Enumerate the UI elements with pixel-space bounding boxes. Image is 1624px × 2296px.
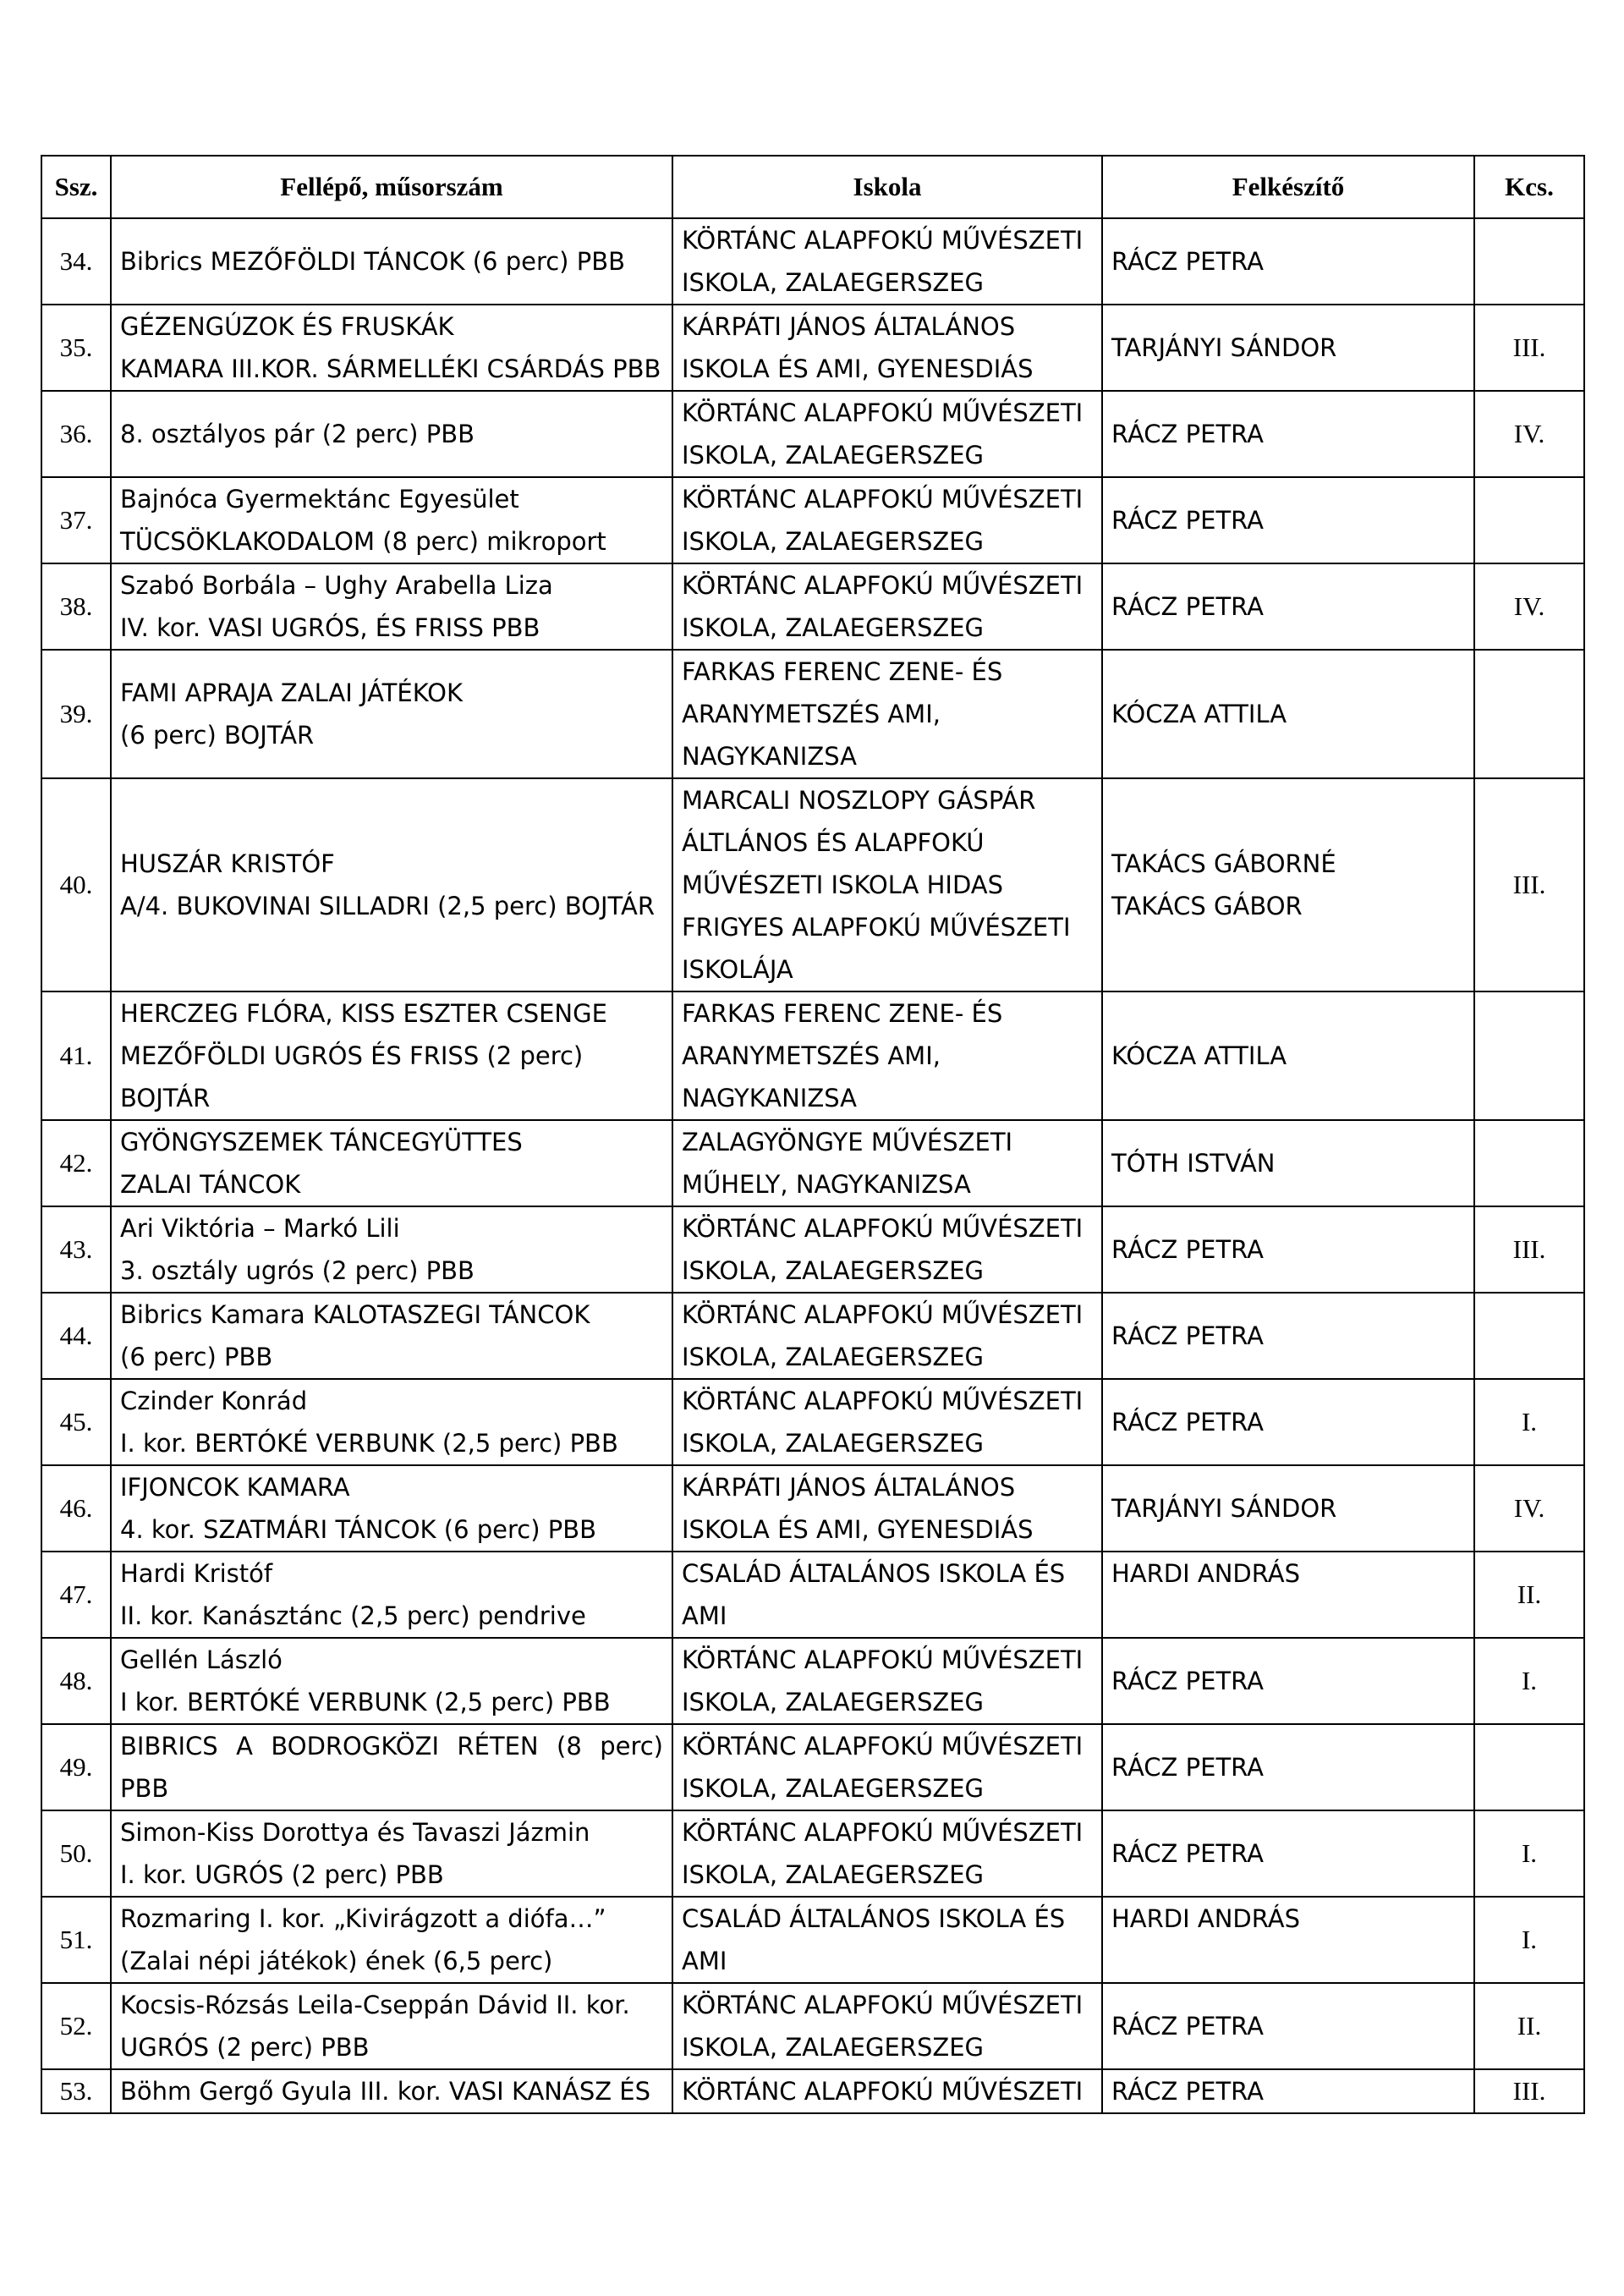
cell-iskola-line: KÁRPÁTI JÁNOS ÁLTALÁNOS (682, 312, 1016, 341)
cell-iskola-line: ISKOLA, ZALAEGERSZEG (682, 1429, 985, 1458)
cell-fellepo-line: HUSZÁR KRISTÓF (120, 849, 335, 878)
cell-felkeszito (1102, 2069, 1474, 2113)
cell-felkeszito-line: RÁCZ PETRA (1111, 247, 1264, 276)
table-row (41, 991, 1584, 1120)
cell-felkeszito (1102, 1206, 1474, 1293)
cell-kcs: II. (1474, 1983, 1584, 2069)
table-row (41, 1810, 1584, 1897)
cell-ssz: 42. (41, 1120, 111, 1206)
cell-kcs (1474, 1293, 1584, 1379)
table-row (41, 218, 1584, 305)
cell-fellepo-line: MEZŐFÖLDI UGRÓS ÉS FRISS (2 perc) (120, 1041, 584, 1070)
cell-iskola-line: KÖRTÁNC ALAPFOKÚ MŰVÉSZETI (682, 1300, 1084, 1329)
cell-felkeszito (1102, 1379, 1474, 1465)
cell-felkeszito-line: KÓCZA ATTILA (1111, 1041, 1287, 1070)
cell-felkeszito (1102, 1810, 1474, 1897)
cell-fellepo-line: Bajnóca Gyermektánc Egyesület (120, 485, 519, 514)
cell-felkeszito (1102, 1552, 1474, 1638)
cell-iskola-line: ÁLTLÁNOS ÉS ALAPFOKÚ (682, 828, 985, 857)
cell-iskola-line: KÖRTÁNC ALAPFOKÚ MŰVÉSZETI (682, 398, 1084, 427)
table-row (41, 2069, 1584, 2113)
cell-felkeszito-line: RÁCZ PETRA (1111, 1839, 1264, 1868)
cell-iskola (672, 991, 1102, 1120)
cell-iskola (672, 477, 1102, 563)
cell-iskola (672, 1379, 1102, 1465)
cell-fellepo-line: Rozmaring I. kor. „Kivirágzott a diófa…” (120, 1904, 606, 1933)
cell-iskola-line: KÖRTÁNC ALAPFOKÚ MŰVÉSZETI (682, 571, 1084, 600)
cell-felkeszito (1102, 1120, 1474, 1206)
table-row (41, 477, 1584, 563)
cell-iskola (672, 1552, 1102, 1638)
header-ssz: Ssz. (41, 156, 111, 218)
cell-fellepo (111, 991, 672, 1120)
cell-ssz: 41. (41, 991, 111, 1120)
cell-iskola-line: ZALAGYÖNGYE MŰVÉSZETI (682, 1128, 1013, 1156)
cell-fellepo (111, 2069, 672, 2113)
cell-fellepo-line: UGRÓS (2 perc) PBB (120, 2033, 370, 2062)
cell-ssz: 53. (41, 2069, 111, 2113)
cell-iskola-line: ISKOLA, ZALAEGERSZEG (682, 613, 985, 642)
cell-fellepo-line: BIBRICS A BODROGKÖZI RÉTEN (8 perc) PBB (120, 1732, 663, 1803)
cell-iskola-line: CSALÁD ÁLTALÁNOS ISKOLA ÉS (682, 1904, 1066, 1933)
cell-iskola (672, 650, 1102, 778)
cell-ssz: 52. (41, 1983, 111, 2069)
cell-iskola-line: NAGYKANIZSA (682, 742, 858, 771)
cell-fellepo (111, 391, 672, 477)
cell-fellepo-line: KAMARA III.KOR. SÁRMELLÉKI CSÁRDÁS PBB (120, 354, 661, 383)
cell-iskola (672, 391, 1102, 477)
cell-felkeszito (1102, 1897, 1474, 1983)
cell-kcs: I. (1474, 1897, 1584, 1983)
cell-fellepo (111, 1379, 672, 1465)
cell-iskola-line: ARANYMETSZÉS AMI, (682, 700, 941, 728)
cell-felkeszito-line: RÁCZ PETRA (1111, 1408, 1264, 1436)
table-row (41, 1983, 1584, 2069)
cell-fellepo-line: FAMI APRAJA ZALAI JÁTÉKOK (120, 678, 463, 707)
cell-ssz: 43. (41, 1206, 111, 1293)
cell-felkeszito-line: RÁCZ PETRA (1111, 1235, 1264, 1264)
cell-fellepo (111, 1983, 672, 2069)
cell-fellepo (111, 1897, 672, 1983)
cell-kcs: IV. (1474, 563, 1584, 650)
cell-iskola (672, 1638, 1102, 1724)
cell-fellepo (111, 1552, 672, 1638)
cell-fellepo (111, 778, 672, 991)
table-row (41, 305, 1584, 391)
cell-iskola-line: ISKOLA, ZALAEGERSZEG (682, 268, 985, 297)
performers-table (41, 155, 1585, 2114)
cell-iskola (672, 1810, 1102, 1897)
cell-iskola (672, 305, 1102, 391)
cell-fellepo (111, 1638, 672, 1724)
cell-felkeszito (1102, 1465, 1474, 1552)
cell-kcs: IV. (1474, 391, 1584, 477)
cell-felkeszito (1102, 1638, 1474, 1724)
cell-fellepo-line: GÉZENGÚZOK ÉS FRUSKÁK (120, 312, 454, 341)
table-row (41, 1638, 1584, 1724)
cell-kcs: II. (1474, 1552, 1584, 1638)
cell-felkeszito (1102, 1983, 1474, 2069)
cell-felkeszito-line: RÁCZ PETRA (1111, 506, 1264, 535)
cell-felkeszito-line: HARDI ANDRÁS (1111, 1904, 1300, 1933)
cell-felkeszito (1102, 1293, 1474, 1379)
cell-fellepo-line: I kor. BERTÓKÉ VERBUNK (2,5 perc) PBB (120, 1688, 611, 1717)
cell-fellepo-line: TÜCSÖKLAKODALOM (8 perc) mikroport (120, 527, 606, 556)
cell-ssz: 46. (41, 1465, 111, 1552)
header-iskola: Iskola (672, 156, 1102, 218)
cell-kcs: III. (1474, 778, 1584, 991)
cell-felkeszito (1102, 305, 1474, 391)
cell-fellepo-line: Gellén László (120, 1645, 283, 1674)
cell-felkeszito (1102, 563, 1474, 650)
cell-kcs: I. (1474, 1379, 1584, 1465)
cell-iskola-line: KÖRTÁNC ALAPFOKÚ MŰVÉSZETI (682, 485, 1084, 514)
cell-ssz: 37. (41, 477, 111, 563)
cell-fellepo-line: IFJONCOK KAMARA (120, 1473, 350, 1502)
cell-kcs: I. (1474, 1638, 1584, 1724)
table-row (41, 391, 1584, 477)
cell-fellepo (111, 1120, 672, 1206)
cell-felkeszito (1102, 778, 1474, 991)
cell-iskola (672, 1465, 1102, 1552)
cell-iskola-line: KÖRTÁNC ALAPFOKÚ MŰVÉSZETI (682, 1645, 1084, 1674)
cell-ssz: 45. (41, 1379, 111, 1465)
cell-ssz: 34. (41, 218, 111, 305)
cell-felkeszito (1102, 991, 1474, 1120)
table-row (41, 650, 1584, 778)
cell-felkeszito-line: RÁCZ PETRA (1111, 420, 1264, 448)
cell-felkeszito-line: TARJÁNYI SÁNDOR (1111, 1494, 1337, 1523)
cell-felkeszito-line: TAKÁCS GÁBOR (1111, 892, 1303, 920)
cell-fellepo (111, 218, 672, 305)
cell-kcs: I. (1474, 1810, 1584, 1897)
cell-kcs: III. (1474, 1206, 1584, 1293)
cell-fellepo (111, 1465, 672, 1552)
cell-fellepo-line: A/4. BUKOVINAI SILLADRI (2,5 perc) BOJTÁR (120, 892, 655, 920)
table-row (41, 1552, 1584, 1638)
cell-iskola-line: ARANYMETSZÉS AMI, (682, 1041, 941, 1070)
cell-felkeszito (1102, 391, 1474, 477)
cell-iskola-line: ISKOLA, ZALAEGERSZEG (682, 1774, 985, 1803)
table-row (41, 1293, 1584, 1379)
cell-felkeszito-line: RÁCZ PETRA (1111, 2077, 1264, 2106)
cell-fellepo (111, 305, 672, 391)
cell-felkeszito-line: RÁCZ PETRA (1111, 2012, 1264, 2041)
cell-iskola-line: MARCALI NOSZLOPY GÁSPÁR (682, 786, 1036, 815)
cell-fellepo-line: HERCZEG FLÓRA, KISS ESZTER CSENGE (120, 999, 607, 1028)
cell-fellepo (111, 563, 672, 650)
cell-fellepo-line: Ari Viktória – Markó Lili (120, 1214, 400, 1243)
table-row (41, 1465, 1584, 1552)
cell-felkeszito (1102, 477, 1474, 563)
cell-ssz: 51. (41, 1897, 111, 1983)
cell-kcs: III. (1474, 305, 1584, 391)
document-page (41, 155, 1583, 2114)
cell-iskola-line: KÖRTÁNC ALAPFOKÚ MŰVÉSZETI (682, 1818, 1084, 1847)
cell-ssz: 35. (41, 305, 111, 391)
cell-iskola-line: MŰVÉSZETI ISKOLA HIDAS (682, 871, 1004, 899)
cell-iskola (672, 1206, 1102, 1293)
cell-fellepo (111, 1724, 672, 1810)
cell-fellepo-line: Böhm Gergő Gyula III. kor. VASI KANÁSZ ÉS (120, 2077, 651, 2106)
cell-iskola-line: ISKOLA, ZALAEGERSZEG (682, 1343, 985, 1371)
cell-felkeszito-line: TÓTH ISTVÁN (1111, 1149, 1276, 1178)
table-row (41, 778, 1584, 991)
cell-kcs (1474, 477, 1584, 563)
cell-fellepo-line: I. kor. BERTÓKÉ VERBUNK (2,5 perc) PBB (120, 1429, 618, 1458)
cell-felkeszito-line: RÁCZ PETRA (1111, 1753, 1264, 1782)
cell-fellepo-line: 3. osztály ugrós (2 perc) PBB (120, 1256, 475, 1285)
cell-iskola-line: KÖRTÁNC ALAPFOKÚ MŰVÉSZETI (682, 1387, 1084, 1415)
cell-iskola-line: FRIGYES ALAPFOKÚ MŰVÉSZETI (682, 913, 1071, 942)
cell-fellepo-line: 8. osztályos pár (2 perc) PBB (120, 420, 475, 448)
cell-fellepo-line: (6 perc) BOJTÁR (120, 721, 315, 750)
cell-iskola-line: CSALÁD ÁLTALÁNOS ISKOLA ÉS (682, 1559, 1066, 1588)
cell-iskola-line: KÁRPÁTI JÁNOS ÁLTALÁNOS (682, 1473, 1016, 1502)
cell-fellepo-line: Hardi Kristóf (120, 1559, 273, 1588)
table-row (41, 1120, 1584, 1206)
cell-iskola-line: KÖRTÁNC ALAPFOKÚ MŰVÉSZETI (682, 1214, 1084, 1243)
cell-iskola-line: ISKOLA, ZALAEGERSZEG (682, 1256, 985, 1285)
cell-kcs: IV. (1474, 1465, 1584, 1552)
cell-felkeszito (1102, 1724, 1474, 1810)
cell-fellepo-line: 4. kor. SZATMÁRI TÁNCOK (6 perc) PBB (120, 1515, 597, 1544)
cell-kcs (1474, 1724, 1584, 1810)
cell-iskola-line: ISKOLA, ZALAEGERSZEG (682, 1688, 985, 1717)
cell-iskola-line: FARKAS FERENC ZENE- ÉS (682, 657, 1003, 686)
cell-kcs (1474, 1120, 1584, 1206)
cell-iskola-line: KÖRTÁNC ALAPFOKÚ MŰVÉSZETI (682, 1991, 1084, 2019)
cell-fellepo-line: II. kor. Kanásztánc (2,5 perc) pendrive (120, 1601, 586, 1630)
cell-ssz: 40. (41, 778, 111, 991)
cell-fellepo-line: Simon-Kiss Dorottya és Tavaszi Jázmin (120, 1818, 590, 1847)
cell-kcs (1474, 650, 1584, 778)
cell-iskola (672, 1293, 1102, 1379)
cell-iskola (672, 218, 1102, 305)
cell-felkeszito-line: TARJÁNYI SÁNDOR (1111, 333, 1337, 362)
cell-fellepo (111, 1810, 672, 1897)
cell-iskola-line: AMI (682, 1601, 727, 1630)
header-felkeszito: Felkészítő (1102, 156, 1474, 218)
cell-iskola-line: KÖRTÁNC ALAPFOKÚ MŰVÉSZETI (682, 1732, 1084, 1760)
cell-fellepo-line: (Zalai népi játékok) ének (6,5 perc) (120, 1947, 553, 1975)
cell-fellepo-line: BOJTÁR (120, 1084, 211, 1112)
cell-iskola-line: ISKOLÁJA (682, 955, 793, 984)
cell-ssz: 50. (41, 1810, 111, 1897)
cell-felkeszito-line: RÁCZ PETRA (1111, 1667, 1264, 1695)
cell-ssz: 36. (41, 391, 111, 477)
cell-fellepo-line: Bibrics Kamara KALOTASZEGI TÁNCOK (120, 1300, 590, 1329)
table-row (41, 563, 1584, 650)
cell-iskola-line: ISKOLA ÉS AMI, GYENESDIÁS (682, 354, 1034, 383)
cell-iskola-line: KÖRTÁNC ALAPFOKÚ MŰVÉSZETI (682, 2077, 1084, 2106)
table-body (41, 218, 1584, 2113)
cell-iskola-line: ISKOLA, ZALAEGERSZEG (682, 527, 985, 556)
cell-fellepo-line: Czinder Konrád (120, 1387, 308, 1415)
cell-ssz: 38. (41, 563, 111, 650)
cell-fellepo-line: ZALAI TÁNCOK (120, 1170, 301, 1199)
cell-fellepo-line: IV. kor. VASI UGRÓS, ÉS FRISS PBB (120, 613, 540, 642)
cell-fellepo-line: GYÖNGYSZEMEK TÁNCEGYÜTTES (120, 1128, 523, 1156)
cell-fellepo-line: Kocsis-Rózsás Leila-Cseppán Dávid II. kor. (120, 1991, 630, 2019)
cell-fellepo (111, 477, 672, 563)
cell-iskola-line: MŰHELY, NAGYKANIZSA (682, 1170, 971, 1199)
cell-ssz: 39. (41, 650, 111, 778)
cell-fellepo-line: I. kor. UGRÓS (2 perc) PBB (120, 1860, 444, 1889)
table-row (41, 1897, 1584, 1983)
cell-iskola-line: ISKOLA, ZALAEGERSZEG (682, 441, 985, 470)
cell-fellepo (111, 650, 672, 778)
cell-felkeszito-line: KÓCZA ATTILA (1111, 700, 1287, 728)
cell-iskola (672, 1120, 1102, 1206)
cell-iskola (672, 1897, 1102, 1983)
header-fellepo: Fellépő, műsorszám (111, 156, 672, 218)
cell-felkeszito-line: RÁCZ PETRA (1111, 1321, 1264, 1350)
cell-ssz: 49. (41, 1724, 111, 1810)
cell-ssz: 48. (41, 1638, 111, 1724)
cell-iskola (672, 1983, 1102, 2069)
cell-kcs (1474, 218, 1584, 305)
cell-iskola (672, 563, 1102, 650)
cell-fellepo-line: Bibrics MEZŐFÖLDI TÁNCOK (6 perc) PBB (120, 247, 625, 276)
cell-felkeszito-line: RÁCZ PETRA (1111, 592, 1264, 621)
cell-iskola (672, 2069, 1102, 2113)
cell-fellepo-line: Szabó Borbála – Ughy Arabella Liza (120, 571, 553, 600)
cell-felkeszito (1102, 218, 1474, 305)
cell-felkeszito (1102, 650, 1474, 778)
table-row (41, 1206, 1584, 1293)
cell-iskola-line: ISKOLA, ZALAEGERSZEG (682, 2033, 985, 2062)
table-header-row (41, 156, 1584, 218)
cell-kcs: III. (1474, 2069, 1584, 2113)
header-kcs: Kcs. (1474, 156, 1584, 218)
cell-iskola-line: AMI (682, 1947, 727, 1975)
table-row (41, 1379, 1584, 1465)
cell-iskola-line: ISKOLA, ZALAEGERSZEG (682, 1860, 985, 1889)
cell-fellepo-line: (6 perc) PBB (120, 1343, 273, 1371)
cell-iskola (672, 1724, 1102, 1810)
cell-ssz: 47. (41, 1552, 111, 1638)
cell-fellepo (111, 1206, 672, 1293)
cell-iskola-line: KÖRTÁNC ALAPFOKÚ MŰVÉSZETI (682, 226, 1084, 255)
cell-ssz: 44. (41, 1293, 111, 1379)
cell-kcs (1474, 991, 1584, 1120)
cell-fellepo (111, 1293, 672, 1379)
cell-iskola (672, 778, 1102, 991)
table-row (41, 1724, 1584, 1810)
cell-felkeszito-line: HARDI ANDRÁS (1111, 1559, 1300, 1588)
cell-iskola-line: NAGYKANIZSA (682, 1084, 858, 1112)
cell-iskola-line: ISKOLA ÉS AMI, GYENESDIÁS (682, 1515, 1034, 1544)
cell-felkeszito-line: TAKÁCS GÁBORNÉ (1111, 849, 1336, 878)
cell-iskola-line: FARKAS FERENC ZENE- ÉS (682, 999, 1003, 1028)
